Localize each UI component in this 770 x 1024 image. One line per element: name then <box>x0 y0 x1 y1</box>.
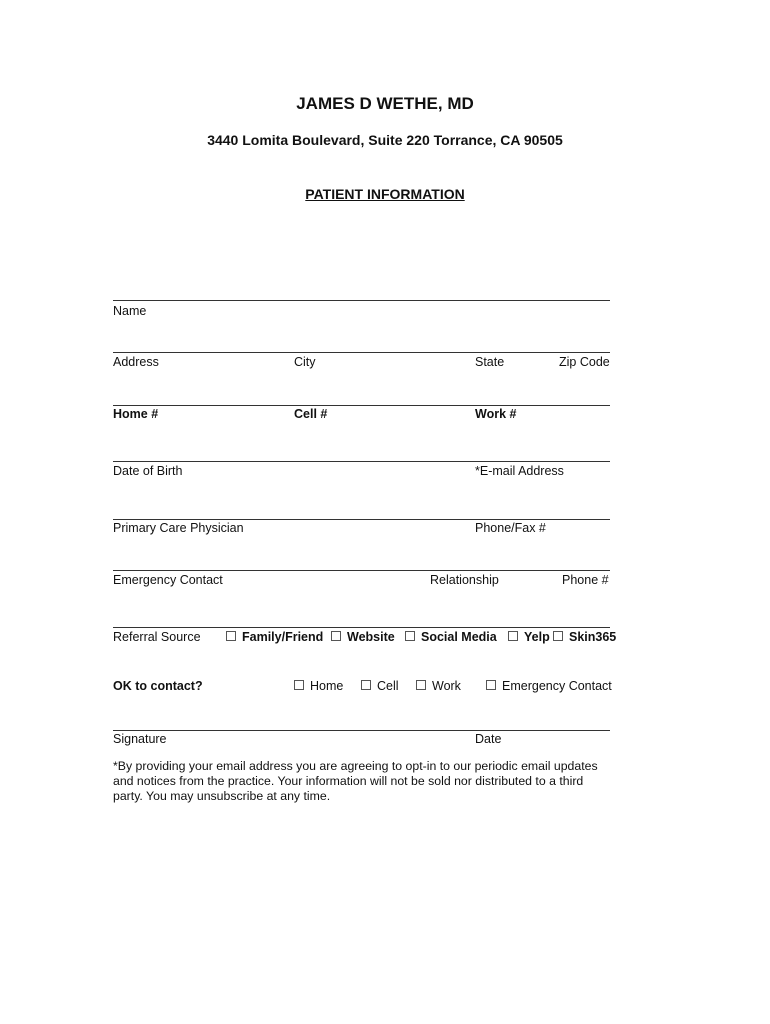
checkbox[interactable] <box>416 680 426 690</box>
signature-line[interactable] <box>113 730 610 731</box>
contact-option-cell[interactable] <box>361 679 399 693</box>
form-title <box>0 186 770 202</box>
dob-email-line[interactable] <box>113 461 610 462</box>
referral-label: Referral Source <box>113 630 201 644</box>
city-label: City <box>294 355 316 369</box>
zip-label: Zip Code <box>559 355 610 369</box>
signature-label: Signature <box>113 732 167 746</box>
checkbox[interactable] <box>486 680 496 690</box>
name-line[interactable] <box>113 300 610 301</box>
option-label: Social Media <box>421 630 497 644</box>
referral-line <box>113 627 610 628</box>
email-disclaimer: *By providing your email address you are agreeing to opt-in to our periodic email updates and notices from the practice. Your information will not be sold nor distributed to a third party. You may unsubscribe at any time. <box>113 759 598 803</box>
ok-to-contact-label: OK to contact? <box>113 679 203 693</box>
address-label: Address <box>113 355 159 369</box>
pcp-line[interactable] <box>113 519 610 520</box>
name-label: Name <box>113 304 147 318</box>
option-label: Work <box>432 679 461 693</box>
cell-phone-label: Cell # <box>294 407 328 421</box>
checkbox[interactable] <box>226 631 236 641</box>
home-phone-label: Home # <box>113 407 159 421</box>
referral-option-family[interactable] <box>226 630 323 644</box>
phone-line[interactable] <box>113 405 610 406</box>
option-label: Home <box>310 679 344 693</box>
checkbox[interactable] <box>294 680 304 690</box>
address-line[interactable] <box>113 352 610 353</box>
contact-option-emergency[interactable] <box>486 679 612 693</box>
phone-fax-label: Phone/Fax # <box>475 521 546 535</box>
checkbox[interactable] <box>508 631 518 641</box>
checkbox[interactable] <box>331 631 341 641</box>
referral-option-skin365[interactable] <box>553 630 616 644</box>
referral-option-yelp[interactable] <box>508 630 550 644</box>
form-title-text: PATIENT INFORMATION <box>305 186 465 202</box>
email-label: *E-mail Address <box>475 464 564 478</box>
practice-address: 3440 Lomita Boulevard, Suite 220 Torrance, CA 90505 <box>207 132 563 148</box>
date-label: Date <box>475 732 502 746</box>
contact-option-work[interactable] <box>416 679 461 693</box>
referral-option-website[interactable] <box>331 630 395 644</box>
pcp-label: Primary Care Physician <box>113 521 244 535</box>
dob-label: Date of Birth <box>113 464 183 478</box>
referral-option-social[interactable] <box>405 630 497 644</box>
checkbox[interactable] <box>361 680 371 690</box>
emergency-contact-label: Emergency Contact <box>113 573 223 587</box>
option-label: Skin365 <box>569 630 617 644</box>
checkbox[interactable] <box>553 631 563 641</box>
option-label: Emergency Contact <box>502 679 612 693</box>
checkbox[interactable] <box>405 631 415 641</box>
state-label: State <box>475 355 505 369</box>
emergency-phone-label: Phone # <box>562 573 609 587</box>
contact-option-home[interactable] <box>294 679 343 693</box>
option-label: Cell <box>377 679 399 693</box>
relationship-label: Relationship <box>430 573 499 587</box>
option-label: Yelp <box>524 630 550 644</box>
option-label: Website <box>347 630 395 644</box>
work-phone-label: Work # <box>475 407 517 421</box>
practice-name: JAMES D WETHE, MD <box>296 94 474 113</box>
option-label: Family/Friend <box>242 630 324 644</box>
emergency-line[interactable] <box>113 570 610 571</box>
